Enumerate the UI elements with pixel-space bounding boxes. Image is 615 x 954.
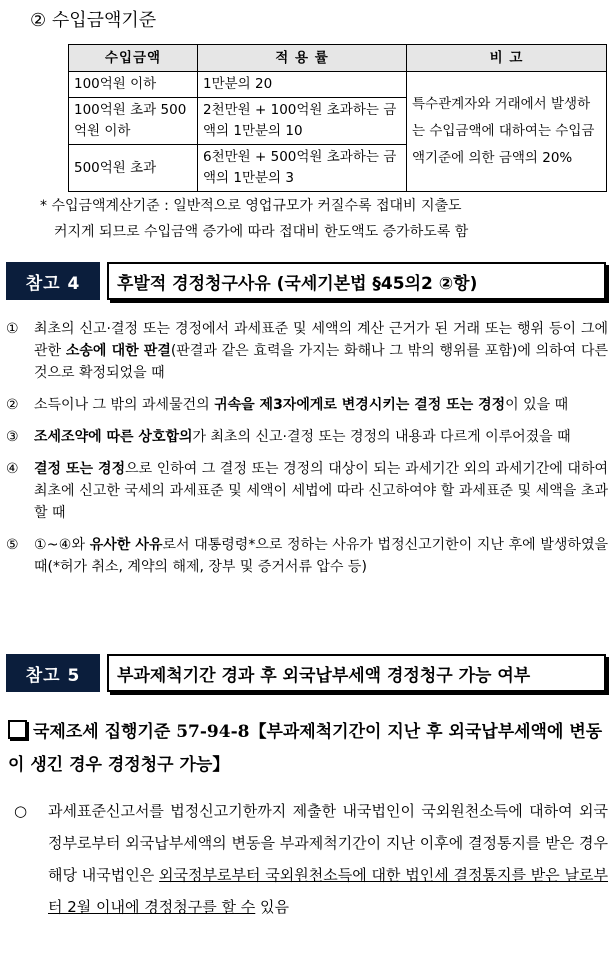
reference-4-banner <box>6 262 606 300</box>
table-header-row <box>69 45 607 72</box>
list-item <box>6 458 608 524</box>
footnote <box>40 193 610 245</box>
item-text: (판결과 같은 효력을 가지는 화해나 그 밖의 행위를 포함)에 의하여 다른 것으로 확정되었을 때 <box>34 343 608 381</box>
guideline-underlined: 외국정부로부터 국외원천소득에 대한 법인세 결정통지를 받은 날로부터 2월 이내에 경정청구를 할 수 <box>48 866 609 916</box>
footnote-line: 커지게 되므로 수입금액 증가에 따라 접대비 한도액도 증가하도록 함 <box>54 224 469 240</box>
item-number: ② <box>6 397 19 413</box>
item-emphasis: 조세조약에 따른 상호합의 <box>34 429 193 445</box>
section-title: ② 수입금액기준 <box>30 10 157 31</box>
amount-cell: 100억원 이하 <box>69 72 198 98</box>
list-item <box>6 426 608 448</box>
item-text: 으로 인하여 그 결정 또는 경정의 대상이 되는 과세기간 외의 과세기간에 대하여 최초에 신고한 국세의 과세표준 및 세액이 세법에 따라 신고하여야 할 과세표준 및 세액을 초과할 때 <box>34 461 608 521</box>
list-item <box>6 534 608 578</box>
amount-cell: 100억원 초과 500억원 이하 <box>69 98 198 145</box>
footnote-line: * 수입금액계산기준 : 일반적으로 영업규모가 커질수록 접대비 지출도 <box>40 198 462 214</box>
item-text: 이 있을 때 <box>505 397 569 413</box>
list-item <box>6 318 608 384</box>
reference-tag: 참고 4 <box>6 262 100 300</box>
rate-cell: 1만분의 20 <box>198 72 407 98</box>
note-cell: 특수관계자와 거래에서 발생하는 수입금액에 대하여는 수입금액기준에 의한 금액의 20% <box>407 72 607 192</box>
guideline-heading <box>8 716 608 782</box>
header-amount: 수입금액 <box>69 45 198 72</box>
item-number: ① <box>6 321 19 337</box>
reference-5-banner <box>6 654 606 692</box>
guideline-body: 과세표준신고서를 법정신고기한까지 제출한 내국법인이 국외원천소득에 대하여 외국정부로부터 외국납부세액의 변동을 부과제척기간이 지난 이후에 결정통지를 받은 경우 해당 내국법인은 <box>48 802 608 884</box>
item-number: ⑤ <box>6 537 19 553</box>
reference-title: 후발적 경정청구사유 (국세기본법 §45의2 ②항) <box>107 262 606 300</box>
item-number: ④ <box>6 461 19 477</box>
checkbox-square-icon <box>8 720 27 739</box>
guideline-text <box>14 795 608 923</box>
item-emphasis: 유사한 사유 <box>89 537 163 553</box>
guideline-paragraph <box>14 795 608 923</box>
table-row <box>69 72 607 98</box>
amount-cell: 500억원 초과 <box>69 145 198 192</box>
item-emphasis: 결정 또는 경정 <box>34 461 126 477</box>
item-text: 가 최초의 신고·결정 또는 경정의 내용과 다르게 이루어졌을 때 <box>192 429 571 445</box>
item-text: 로서 대통령령*으로 정하는 사유가 법정신고기한이 지난 후에 발생하였을 때(*허가 취소, 계약의 해제, 장부 및 증거서류 압수 등) <box>34 537 608 575</box>
item-text: ①~④와 <box>34 537 90 553</box>
item-text: 최초의 신고·결정 또는 경정에서 과세표준 및 세액의 계산 근거가 된 거래 또는 행위 등이 그에 관한 <box>34 321 608 359</box>
item-text: 소득이나 그 밖의 과세물건의 <box>34 397 215 413</box>
claim-reason-list <box>6 318 608 588</box>
circle-bullet-icon: ○ <box>14 802 28 820</box>
rate-cell: 2천만원 + 100억원 초과하는 금액의 1만분의 10 <box>198 98 407 145</box>
income-rate-table <box>68 44 607 192</box>
item-number: ③ <box>6 429 19 445</box>
guideline-tail: 있음 <box>255 898 290 916</box>
item-emphasis: 귀속을 제3자에게로 변경시키는 결정 또는 경정 <box>214 397 506 413</box>
header-note: 비 고 <box>407 45 607 72</box>
rate-cell: 6천만원 + 500억원 초과하는 금액의 1만분의 3 <box>198 145 407 192</box>
reference-title: 부과제척기간 경과 후 외국납부세액 경정청구 가능 여부 <box>107 654 606 692</box>
item-emphasis: 소송에 대한 판결 <box>65 343 171 359</box>
list-item <box>6 394 608 416</box>
reference-tag: 참고 5 <box>6 654 100 692</box>
header-rate: 적 용 률 <box>198 45 407 72</box>
guideline-heading-text: 국제조세 집행기준 57-94-8【부과제척기간이 지난 후 외국납부세액에 변동이 생긴 경우 경정청구 가능】 <box>8 722 603 775</box>
